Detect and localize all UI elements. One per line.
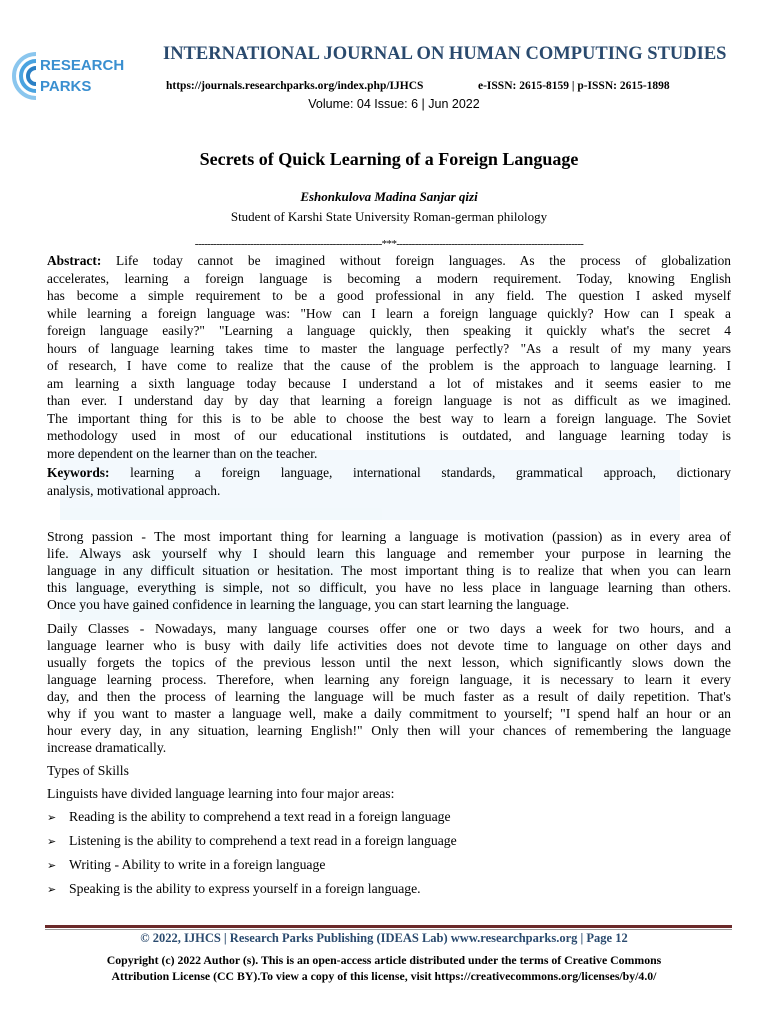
arrow-bullet-icon: ➢ — [47, 811, 57, 824]
line-text: The important thing for this is to be able to choose the best way to learn a foreign language. The Soviet — [47, 410, 731, 426]
section-label: Abstract: — [47, 253, 102, 268]
text-line — [47, 287, 731, 305]
logo-text-2: PARKS — [40, 78, 92, 95]
text-line — [47, 427, 731, 445]
line-text: Life today cannot be imagined without foreign languages. As the process of globalization — [116, 253, 731, 268]
footer-rule — [45, 925, 732, 928]
author-affiliation: Student of Karshi State University Roman-german philology — [230, 209, 548, 224]
bullet-item — [47, 877, 731, 901]
line-text: life. Always ask yourself why I should learn this language and remember your purpose in learning the — [47, 546, 731, 561]
separator: -------------------------------------------------------------***------------------------------------------------------------- — [194, 238, 584, 250]
text-line — [47, 620, 731, 637]
types-of-skills-heading: Types of Skills — [47, 763, 129, 778]
arrow-bullet-icon: ➢ — [47, 883, 57, 896]
paragraph-daily-classes — [47, 620, 731, 756]
journal-title: INTERNATIONAL JOURNAL ON HUMAN COMPUTING STUDIES — [163, 44, 727, 64]
line-text: increase dramatically. — [47, 740, 167, 755]
line-text: why if you want to master a language well, make a daily commitment to yourself; "I spend half an hour or an — [47, 706, 731, 721]
text-line — [47, 722, 731, 739]
text-line — [47, 464, 731, 482]
line-text: learning a foreign language, international standards, grammatical approach, dictionary — [130, 465, 731, 480]
text-line — [47, 305, 731, 323]
license-line-1: Copyright (c) 2022 Author (s). This is an open-access article distributed under the terms of Creative Commons — [106, 953, 662, 967]
text-line — [47, 688, 731, 705]
line-text: this language, everything is simple, not so difficult, you have no less place in language learning than others. — [47, 580, 731, 595]
arrow-bullet-icon: ➢ — [47, 859, 57, 872]
line-text: analysis, motivational approach. — [47, 482, 221, 498]
line-text: day, and then the process of learning the language will be much faster as a result of daily repetition. That's — [47, 689, 731, 704]
text-line — [47, 270, 731, 288]
text-line — [47, 445, 731, 463]
keywords — [47, 464, 731, 499]
bullet-text: Reading is the ability to comprehend a text read in a foreign language — [69, 809, 451, 824]
footer-license — [20, 952, 748, 984]
line-text: Daily Classes - Nowadays, many language courses offer one or two days a week for two hours, and a — [47, 621, 731, 636]
line-text: usually forgets the topics of the previous lesson until the next lesson, which significantly slows down the — [47, 655, 731, 670]
text-line — [47, 705, 731, 722]
text-line — [47, 410, 731, 428]
text-line — [47, 562, 731, 579]
arrow-bullet-icon: ➢ — [47, 835, 57, 848]
linguists-intro: Linguists have divided language learning into four major areas: — [47, 786, 395, 801]
license-line-2: Attribution License (CC BY).To view a copy of this license, visit https://creativecommons.org/licenses/by/4.0/ — [111, 969, 657, 983]
text-line — [47, 528, 731, 545]
text-line — [47, 357, 731, 375]
line-text: hour every day, in any situation, learning English!" Only then will your chances of remembering the language — [47, 723, 731, 738]
line-text: language learner who is busy with daily life activities does not devote time to language on other days and — [47, 638, 731, 653]
bullet-item — [47, 805, 731, 829]
line-text: foreign language easily?" "Learning a language quickly, then speaking it quickly what's the secret 4 — [47, 323, 731, 338]
text-line — [47, 654, 731, 671]
paragraph-strong-passion — [47, 528, 731, 613]
text-line — [47, 252, 731, 270]
line-text: than ever. I understand day by day that learning a foreign language is not as difficult as we imagined. — [47, 393, 731, 408]
text-line — [47, 596, 731, 613]
journal-issn: e-ISSN: 2615-8159 | p-ISSN: 2615-1898 — [478, 80, 670, 92]
text-line — [47, 322, 731, 340]
bullet-text: Writing - Ability to write in a foreign language — [69, 857, 326, 872]
footer-rule-thin — [45, 929, 732, 930]
line-text: of research, I have come to realize that the cause of the problem is the approach to language learning. I — [47, 358, 731, 373]
article-content — [47, 148, 731, 901]
line-text: hours of language learning takes time to master the language perfectly? "As a result of my many years — [47, 340, 731, 356]
article-title: Secrets of Quick Learning of a Foreign Language — [199, 149, 579, 169]
text-line — [47, 482, 731, 500]
line-text: more dependent on the learner than on the teacher. — [47, 445, 318, 461]
text-line — [47, 579, 731, 596]
line-text: has become a simple requirement to be a good professional in any field. The question I asked myself — [47, 288, 731, 303]
footer-citation: © 2022, IJHCS | Research Parks Publishing (IDEAS Lab) www.researchparks.org | Page 12 — [140, 931, 628, 945]
skills-list — [47, 805, 731, 901]
logo-rings-icon — [10, 52, 44, 102]
abstract — [47, 252, 731, 462]
section-label: Keywords: — [47, 465, 110, 480]
line-text: Once you have gained confidence in learning the language, you can start learning the language. — [47, 597, 570, 612]
line-text: am learning a sixth language today because I understand a lot of mistakes and it seems easier to me — [47, 375, 731, 391]
volume-issue: Volume: 04 Issue: 6 | Jun 2022 — [308, 97, 480, 111]
line-text: language in any difficult situation or hesitation. The most important thing is to realize that when you can learn — [47, 563, 731, 578]
text-line — [47, 392, 731, 410]
line-text: language learning process. Therefore, when learning any foreign language, it is necessary to learn it every — [47, 672, 731, 687]
text-line — [47, 375, 731, 393]
bullet-text: Listening is the ability to comprehend a text read in a foreign language — [69, 833, 457, 848]
bullet-text: Speaking is the ability to express yourself in a foreign language. — [69, 881, 421, 896]
line-text: while learning a foreign language was: "How can I learn a foreign language quickly? How can I speak a — [47, 305, 731, 321]
text-line — [47, 739, 731, 756]
bullet-item — [47, 853, 731, 877]
journal-url[interactable]: https://journals.researchparks.org/index.php/IJHCS — [166, 80, 424, 92]
bullet-item — [47, 829, 731, 853]
line-text: accelerates, learning a foreign language is becoming a modern requirement. Today, knowing English — [47, 270, 731, 286]
author-name: Eshonkulova Madina Sanjar qizi — [300, 189, 478, 204]
line-text: methodology used in most of our educational institutions is outdated, and language learning today is — [47, 428, 731, 443]
text-line — [47, 545, 731, 562]
line-text: Strong passion - The most important thing for learning a language is motivation (passion) as in every area of — [47, 529, 731, 544]
text-line — [47, 340, 731, 358]
text-line — [47, 671, 731, 688]
logo-text-1: RESEARCH — [40, 57, 125, 74]
research-parks-logo — [10, 52, 140, 102]
text-line — [47, 637, 731, 654]
